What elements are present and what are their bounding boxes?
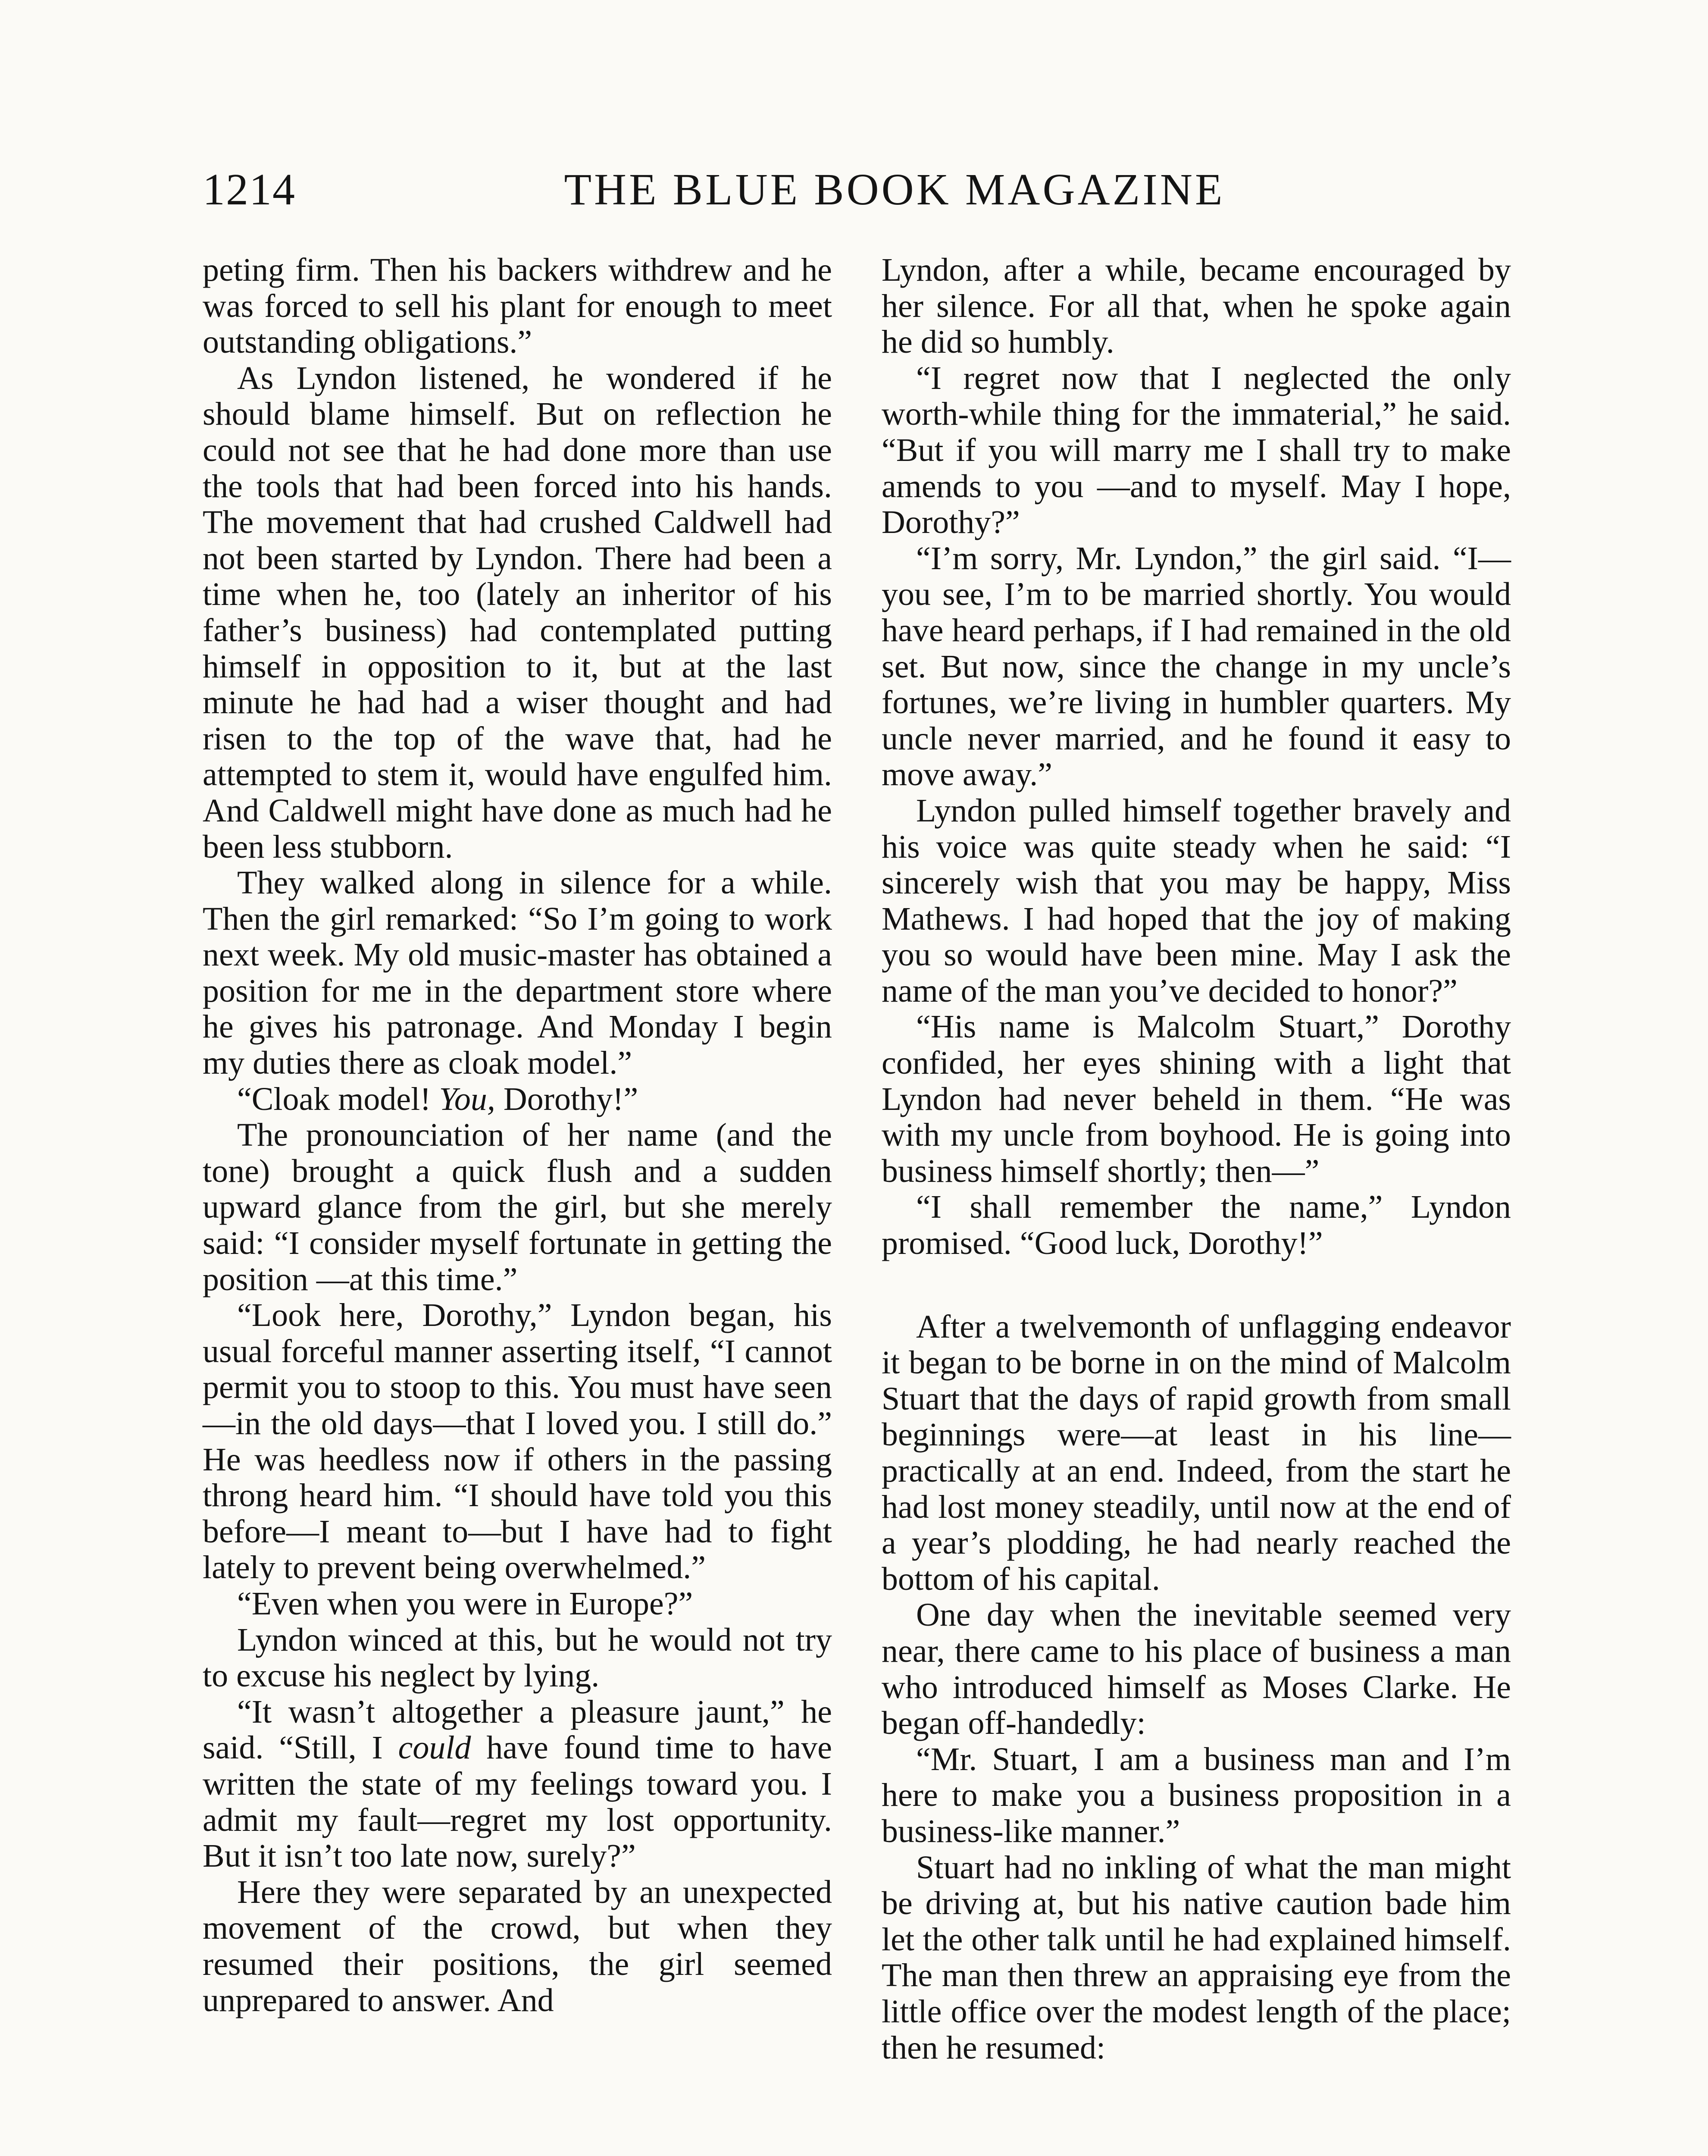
text-span: have found time to have written the state of my feelings toward you. I admit my fault—regret my lost opportunity. But it isn’t too late now, surely?”	[203, 1730, 832, 1874]
paragraph	[203, 1081, 832, 1118]
text-span: Dorothy!”	[495, 1081, 638, 1117]
right-column	[882, 252, 1511, 2066]
paragraph: One day when the inevitable seemed very near, there came to his place of business a man who introduced himself as Moses Clarke. He began off-handedly:	[882, 1597, 1511, 1742]
italic-span: You,	[439, 1081, 495, 1117]
paragraph: The pronounciation of her name (and the tone) brought a quick flush and a sudden upward glance from the girl, but she merely said: “I consider myself fortunate in getting the position —at this time.”	[203, 1117, 832, 1297]
text-span: “Cloak model!	[237, 1081, 439, 1117]
paragraph: peting firm. Then his backers withdrew and he was forced to sell his plant for enough to meet outstanding obligations.”	[203, 252, 832, 360]
paragraph: Lyndon, after a while, became encouraged by her silence. For all that, when he spoke again he did so humbly.	[882, 252, 1511, 360]
paragraph: “I’m sorry, Mr. Lyndon,” the girl said. “I—you see, I’m to be married shortly. You would have heard perhaps, if I had remained in the old set. But now, since the change in my uncle’s fortunes, we’re living in humbler quarters. My uncle never married, and he found it easy to move away.”	[882, 540, 1511, 793]
paragraph: “I shall remember the name,” Lyndon promised. “Good luck, Dorothy!”	[882, 1189, 1511, 1262]
paragraph: “Mr. Stuart, I am a business man and I’m here to make you a business proposition in a business-like manner.”	[882, 1741, 1511, 1849]
paragraph: “I regret now that I neglected the only worth-while thing for the immaterial,” he said. “But if you will marry me I shall try to make amends to you —and to myself. May I hope, Dorothy?”	[882, 360, 1511, 541]
paragraph: “Even when you were in Europe?”	[237, 1585, 693, 1622]
paragraph: Stuart had no inkling of what the man might be driving at, but his native caution bade him let the other talk until he had explained himself. The man then threw an appraising eye from the little office over the modest length of the place; then he resumed:	[882, 1849, 1511, 2066]
paragraph: Lyndon winced at this, but he would not try to excuse his neglect by lying.	[203, 1621, 832, 1694]
paragraph: “His name is Malcolm Stuart,” Dorothy confided, her eyes shining with a light that Lyndon had never beheld in them. “He was with my uncle from boyhood. He is going into business himself shortly; then—”	[882, 1009, 1511, 1189]
paragraph: They walked along in silence for a while. Then the girl remarked: “So I’m going to work next week. My old music-master has obtained a position for me in the department store where he gives his patronage. And Monday I begin my duties there as cloak model.”	[203, 865, 832, 1081]
page-number: 1214	[203, 165, 296, 214]
paragraph: Lyndon pulled himself together bravely and his voice was quite steady when he said: “I sincerely wish that you may be happy, Miss Mathews. I had hoped that the joy of making you so would have been mine. May I ask the name of the man you’ve decided to honor?”	[882, 792, 1511, 1009]
text-span: “It wasn’t altogether a pleasure jaunt,” he said. “Still, I	[203, 1693, 832, 1766]
paragraph: “Look here, Dorothy,” Lyndon began, his usual forceful manner asserting itself, “I cannot permit you to stoop to this. You must have seen—in the old days—that I loved you. I still do.” He was heedless now if others in the passing throng heard him. “I should have told you this before—I meant to—but I have had to fight lately to prevent being overwhelmed.”	[203, 1297, 832, 1586]
paragraph: After a twelvemonth of unflagging endeavor it began to be borne in on the mind of Malcolm Stuart that the days of rapid growth from small beginnings were—at least in his line—practically at an end. Indeed, from the start he had lost money steadily, until now at the end of a year’s plodding, he had nearly reached the bottom of his capital.	[882, 1308, 1511, 1597]
paragraph	[203, 1694, 832, 1874]
left-column	[203, 252, 832, 2018]
magazine-title: THE BLUE BOOK MAGAZINE	[564, 165, 1225, 214]
page-header	[203, 160, 1461, 224]
paragraph: Here they were separated by an unexpected movement of the crowd, but when they resumed their positions, the girl seemed unprepared to answer. And	[203, 1874, 832, 2018]
italic-span: could	[398, 1730, 471, 1766]
paragraph: As Lyndon listened, he wondered if he should blame himself. But on reflection he could not see that he had done more than use the tools that had been forced into his hands. The movement that had crushed Caldwell had not been started by Lyndon. There had been a time when he, too (lately an inheritor of his father’s business) had contemplated putting himself in opposition to it, but at the last minute he had had a wiser thought and had risen to the top of the wave that, had he attempted to stem it, would have engulfed him. And Caldwell might have done as much had he been less stubborn.	[203, 360, 832, 865]
